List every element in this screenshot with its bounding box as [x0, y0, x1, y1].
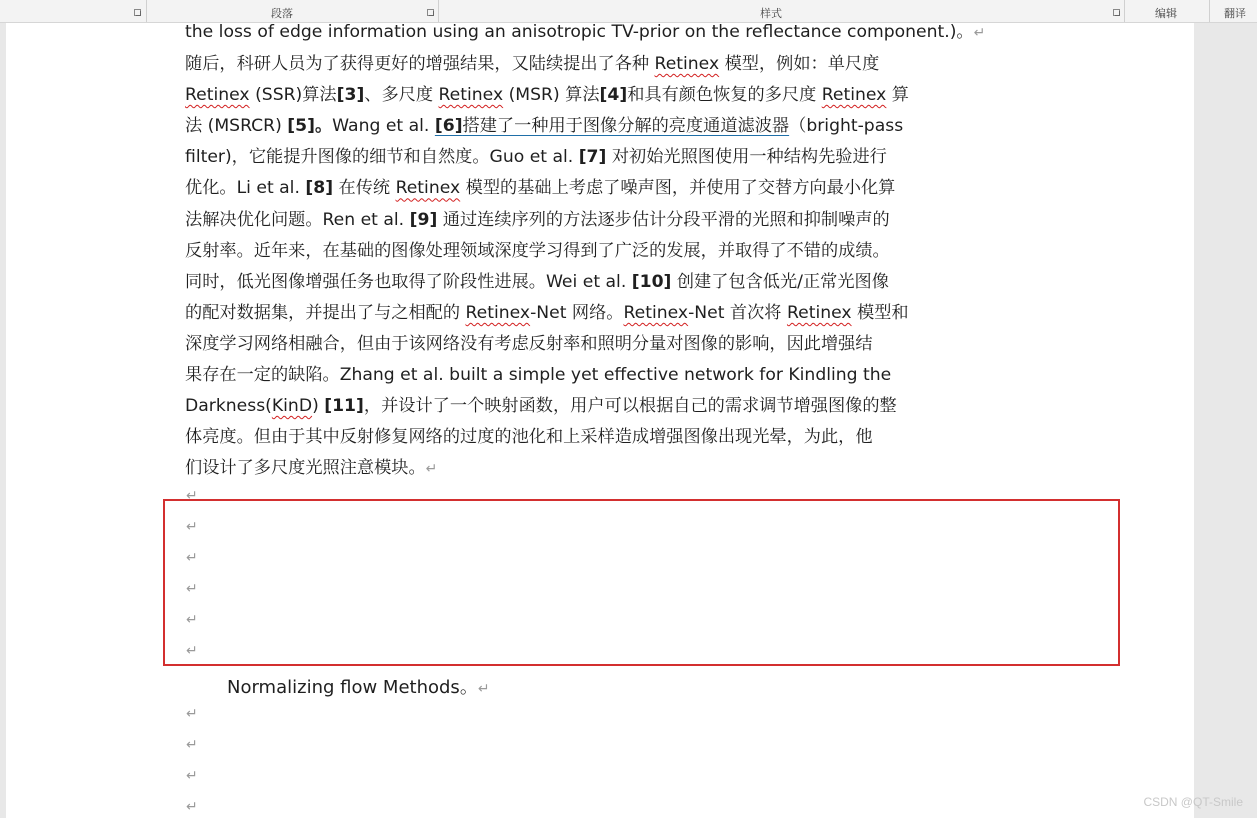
text-run: -Net 网络。	[530, 302, 624, 323]
text-run: 深度学习网络相融合，但由于该网络没有考虑反射率和照明分量对图像的影响，因此增强结	[185, 333, 873, 354]
text-run: 反射率。近年来，在基础的图像处理领域深度学习得到了广泛的发展，并取得了不错的成绩。	[185, 240, 890, 261]
empty-paragraph-mark: ↵	[186, 581, 198, 597]
ribbon-group-paragraph	[0, 0, 147, 22]
text-run: 在传统	[333, 178, 396, 199]
watermark: CSDN @QT-Smile	[1143, 795, 1243, 809]
text-run: 模型，例如：单尺度	[719, 54, 880, 75]
text-run: 对初始光照图使用一种结构先验进行	[606, 147, 887, 168]
text-run: -Net 首次将	[688, 302, 787, 323]
text-run: ，并设计了一个映射函数，用户可以根据自己的需求调节增强图像的整	[363, 396, 897, 417]
text-line	[185, 267, 1017, 298]
text-run: 们设计了多尺度光照注意模块。	[185, 458, 426, 479]
empty-paragraph-mark: ↵	[186, 799, 198, 815]
text-line	[185, 49, 1017, 80]
text-run: 创建了包含低光/正常光图像	[671, 271, 889, 292]
empty-paragraph-mark: ↵	[186, 643, 198, 659]
ribbon-label-translate: 翻译	[1224, 7, 1246, 20]
dialog-launcher-icon[interactable]	[134, 9, 141, 16]
paragraph-launcher-icon[interactable]	[427, 9, 434, 16]
document-page[interactable]	[6, 23, 1194, 818]
text-run: filter)，它能提升图像的细节和自然度。Guo et al.	[185, 147, 579, 168]
spellcheck-word: Retinex	[465, 302, 531, 323]
empty-paragraph-mark: ↵	[186, 519, 198, 535]
text-line	[185, 298, 1017, 329]
text-run: 法 (MSRCR)	[185, 116, 288, 137]
text-line	[185, 173, 1017, 204]
text-run: （bright-pass	[789, 116, 904, 137]
text-run: 果存在一定的缺陷。Zhang et al. built a simple yet effective network for Kindling the	[185, 365, 892, 386]
text-run: )	[312, 396, 325, 417]
text-run: 算	[886, 85, 909, 106]
citation: [10]	[631, 271, 672, 292]
spellcheck-word: Retinex	[438, 85, 504, 106]
section-heading-text: Normalizing flow Methods。	[227, 677, 478, 698]
paragraph-mark-icon: ↵	[973, 25, 986, 41]
section-heading[interactable]	[227, 673, 490, 699]
text-line	[185, 422, 1017, 453]
empty-paragraph-mark: ↵	[186, 706, 198, 722]
ribbon-label-paragraph: 段落	[271, 7, 293, 20]
ribbon-group-edit	[1125, 0, 1210, 22]
text-line	[185, 453, 1017, 485]
ribbon-label-styles: 样式	[760, 7, 782, 20]
body-paragraph[interactable]	[185, 23, 1017, 485]
text-run: 和具有颜色恢复的多尺度	[627, 85, 822, 106]
text-run: Wang et al.	[332, 116, 435, 137]
text-line	[185, 329, 1017, 360]
text-run: 、多尺度	[364, 85, 439, 106]
text-line	[185, 111, 1017, 142]
spellcheck-word: Retinex	[654, 54, 720, 75]
text-line	[185, 23, 1017, 49]
text-line	[185, 236, 1017, 267]
citation: [9]	[409, 209, 438, 230]
text-run: 通过连续序列的方法逐步估计分段平滑的光照和抑制噪声的	[437, 209, 890, 230]
ribbon-label-edit: 编辑	[1155, 7, 1177, 20]
spellcheck-word: Retinex	[395, 178, 461, 199]
spellcheck-word: Retinex	[185, 85, 250, 106]
citation: [4]	[599, 85, 628, 106]
text-run: 随后，科研人员为了获得更好的增强结果，又陆续提出了各种	[185, 54, 655, 75]
text-line	[185, 80, 1017, 111]
text-run: 模型的基础上考虑了噪声图，并使用了交替方向最小化算	[460, 178, 896, 199]
text-run: 同时，低光图像增强任务也取得了阶段性进展。Wei et al.	[185, 271, 632, 292]
text-run: 优化。Li et al.	[185, 178, 306, 199]
styles-launcher-icon[interactable]	[1113, 9, 1120, 16]
paragraph-mark-icon: ↵	[425, 461, 438, 478]
text-run: the loss of edge information using an anisotropic TV-prior on the reflectance component.)。	[185, 23, 974, 42]
ribbon-bar	[0, 0, 1257, 23]
text-run: 的配对数据集，并提出了与之相配的	[185, 302, 466, 323]
text-run: (SSR)算法	[249, 85, 337, 106]
spellcheck-word: Retinex	[786, 302, 852, 323]
text-run: 模型和	[851, 302, 909, 323]
text-run: 法解决优化问题。Ren et al.	[185, 209, 410, 230]
empty-paragraph-mark: ↵	[186, 737, 198, 753]
citation: [3]	[336, 85, 365, 106]
underlined-text: 搭建了一种用于图像分解的亮度通道滤波器	[462, 116, 790, 137]
empty-paragraph-mark: ↵	[186, 550, 198, 566]
empty-paragraph-mark: ↵	[186, 612, 198, 628]
spellcheck-word: Retinex	[821, 85, 887, 106]
ribbon-group-styles	[439, 0, 1125, 22]
citation-underlined-text: [6]	[434, 116, 463, 137]
text-run: 体亮度。但由于其中反射修复网络的过度的池化和上采样造成增强图像出现光晕，为此，他	[185, 427, 873, 448]
text-run: Darkness(	[185, 396, 272, 417]
ribbon-group-paragraph-label	[147, 0, 439, 22]
spellcheck-word: KinD	[271, 396, 313, 417]
citation: [11]	[324, 396, 364, 417]
empty-paragraph-mark: ↵	[186, 488, 198, 504]
paragraph-mark-icon: ↵	[477, 681, 490, 697]
citation: [7]	[578, 147, 607, 168]
text-run: (MSR) 算法	[503, 85, 600, 106]
empty-paragraph-mark: ↵	[186, 768, 198, 784]
spellcheck-word: Retinex	[623, 302, 689, 323]
citation: [5]。	[287, 116, 333, 137]
citation: [8]	[305, 178, 334, 199]
text-line	[185, 142, 1017, 173]
text-line	[185, 391, 1017, 422]
ribbon-group-translate	[1210, 0, 1257, 22]
text-line	[185, 360, 1017, 391]
text-line	[185, 205, 1017, 236]
